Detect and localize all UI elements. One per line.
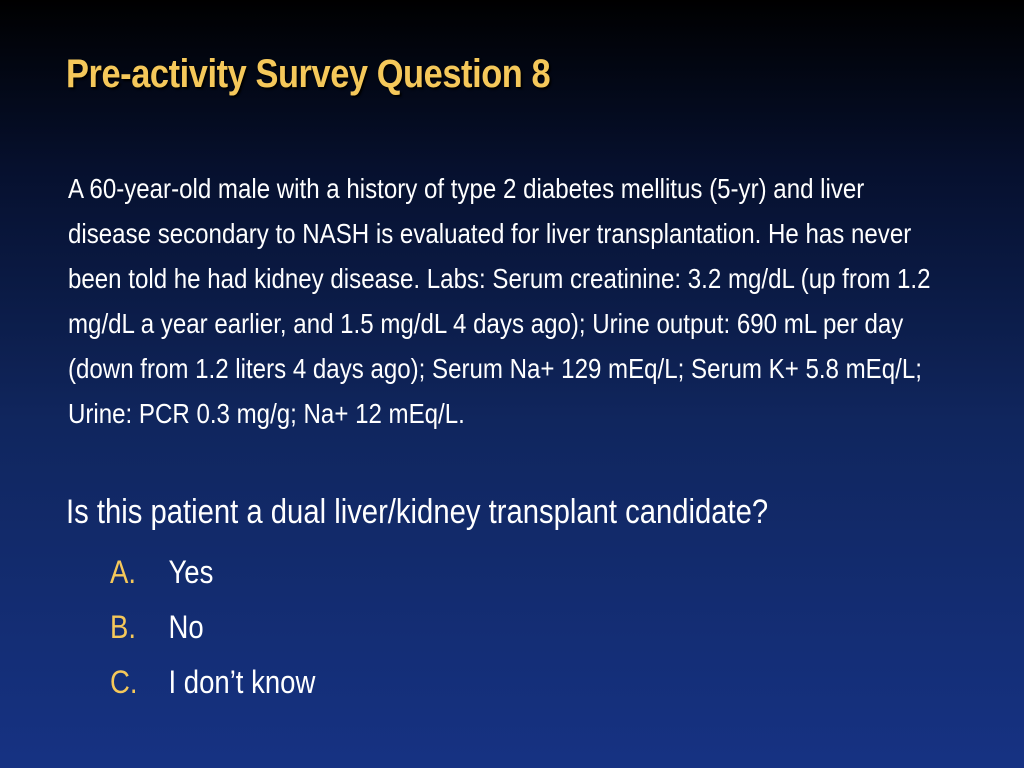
answer-option-b[interactable] <box>110 600 315 655</box>
answer-options <box>110 545 349 710</box>
option-letter: B. <box>110 609 137 645</box>
answer-option-c[interactable] <box>110 655 315 710</box>
option-label: Yes <box>168 554 214 590</box>
option-label: No <box>168 609 204 645</box>
question-stem: A 60-year-old male with a history of type 2 diabetes mellitus (5-yr) and liver disease secondary to NASH is evaluated for liver transplantation. He has never been told he had kidney disease. Labs: Serum creatinine: 3.2 mg/dL (up from 1.2 mg/dL a year earlier, and 1.5 mg/dL 4 days ago); Urine output: 690 mL per day (down from 1.2 liters 4 days ago); Serum Na+ 129 mEq/L; Serum K+ 5.8 mEq/L; Urine: PCR 0.3 mg/g; Na+ 12 mEq/L. <box>68 173 931 429</box>
option-letter: C. <box>110 664 138 700</box>
slide-title: Pre-activity Survey Question 8 <box>66 52 551 96</box>
option-label: I don’t know <box>168 664 316 700</box>
answer-option-a[interactable] <box>110 545 315 600</box>
question-text: Is this patient a dual liver/kidney transplant candidate? <box>66 493 769 531</box>
option-letter: A. <box>110 554 137 590</box>
